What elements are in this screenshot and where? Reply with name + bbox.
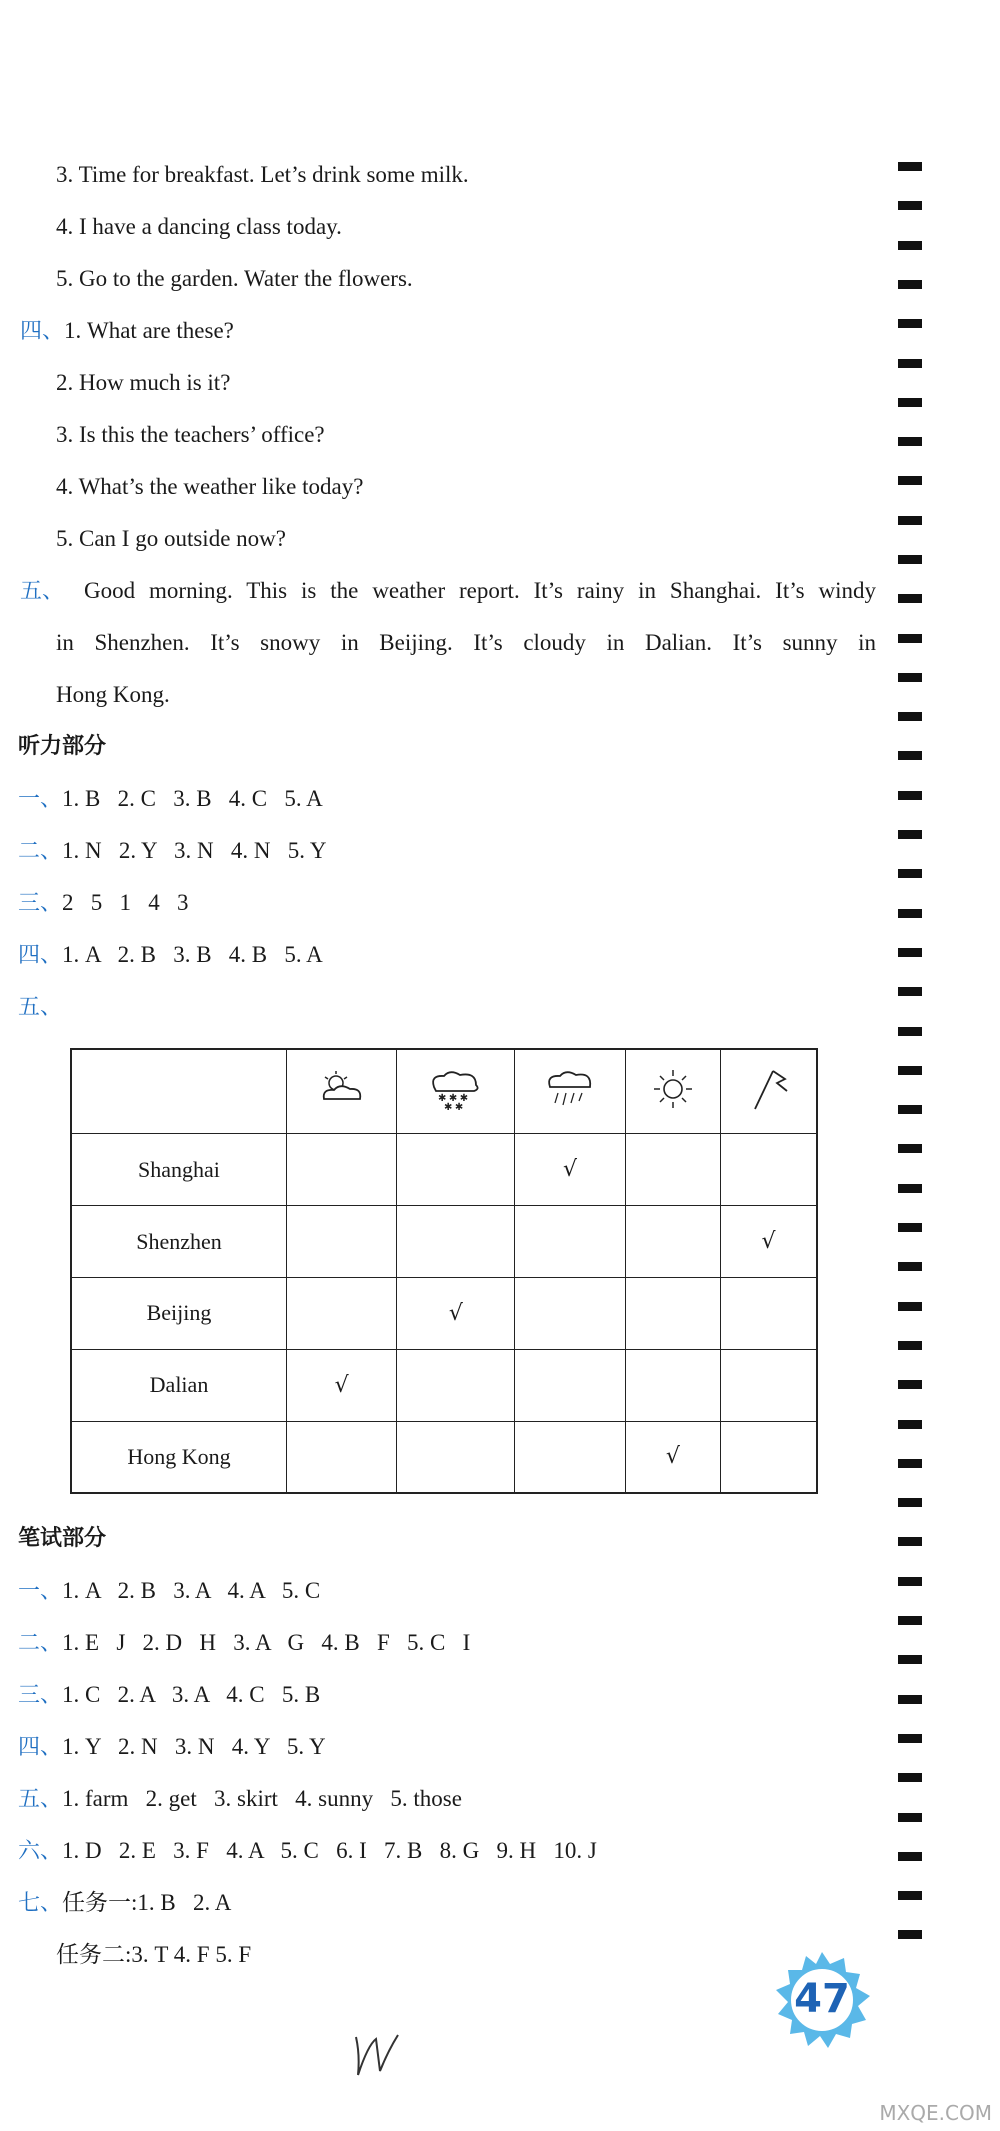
binding-dash — [898, 1773, 922, 1782]
binding-dash — [898, 1695, 922, 1704]
listening-answer-5-marker: 五、 — [18, 995, 63, 1020]
transcript-q3-line-4: 4. I have a dancing class today. — [56, 214, 342, 239]
cloudy-icon — [314, 1069, 370, 1109]
check-cell — [287, 1206, 397, 1278]
city-name: Dalian — [71, 1349, 287, 1421]
header-windy-cell — [721, 1049, 817, 1134]
writing-answer-2: 二、1. E J 2. D H 3. A G 4. B F 5. C I — [18, 1630, 471, 1656]
binding-dash — [898, 594, 922, 603]
page-number: 47 — [794, 1976, 850, 2022]
weather-table — [70, 1048, 818, 1494]
sunny-icon — [649, 1067, 697, 1111]
binding-dash — [898, 1891, 922, 1900]
binding-dash — [898, 1262, 922, 1271]
transcript-q5-marker: 五、 — [20, 579, 65, 604]
check-cell — [625, 1349, 720, 1421]
binding-dash — [898, 1813, 922, 1822]
check-cell — [287, 1134, 397, 1206]
weather-report-paragraph-2 — [56, 617, 876, 669]
transcript-q3-line-5: 5. Go to the garden. Water the flowers. — [56, 266, 413, 291]
binding-dash — [898, 1459, 922, 1468]
check-cell — [515, 1349, 625, 1421]
listening-heading: 听力部分 — [18, 734, 107, 759]
weather-row-shenzhen — [71, 1206, 817, 1278]
binding-dash — [898, 1498, 922, 1507]
header-sunny-cell — [625, 1049, 720, 1134]
city-name: Shanghai — [71, 1134, 287, 1206]
writing-answer-7-task1: 七、任务一:1. B 2. A — [18, 1890, 232, 1916]
binding-dash — [898, 555, 922, 564]
binding-dash — [898, 987, 922, 996]
binding-dash — [898, 712, 922, 721]
svg-text:✱ ✱: ✱ ✱ — [443, 1101, 464, 1111]
weather-table-header-row — [71, 1049, 817, 1134]
binding-dash — [898, 1930, 922, 1939]
transcript-q3-line-3: 3. Time for breakfast. Let’s drink some milk. — [56, 162, 469, 187]
binding-dash — [898, 516, 922, 525]
transcript-q4-line-1: 1. What are these? — [64, 318, 234, 343]
binding-dash — [898, 1302, 922, 1311]
city-name: Hong Kong — [71, 1421, 287, 1493]
section-marker: 四、 — [20, 319, 65, 344]
weather-row-shanghai — [71, 1134, 817, 1206]
transcript-q4-line-4: 4. What’s the weather like today? — [56, 474, 364, 499]
binding-dash — [898, 869, 922, 878]
rainy-icon — [542, 1067, 598, 1111]
binding-dash — [898, 476, 922, 485]
watermark: MXQE.COM — [879, 2101, 992, 2125]
binding-dash — [898, 1144, 922, 1153]
weather-report-line-1: Good morning. This is the weather report. It’s rainy in Shanghai. It’s windy — [84, 578, 876, 603]
writing-answer-3: 三、1. C 2. A 3. A 4. C 5. B — [18, 1682, 321, 1708]
transcript-q4-line-3: 3. Is this the teachers’ office? — [56, 422, 325, 447]
check-cell — [625, 1278, 720, 1350]
weather-report-line-3: Hong Kong. — [56, 682, 170, 707]
binding-dash — [898, 1066, 922, 1075]
check-cell: √ — [515, 1134, 625, 1206]
binding-dash — [898, 398, 922, 407]
binding-dash — [898, 1184, 922, 1193]
binding-dash — [898, 437, 922, 446]
check-cell — [397, 1134, 515, 1206]
listening-answer-4: 四、1. A 2. B 3. B 4. B 5. A — [18, 942, 323, 968]
city-name: Shenzhen — [71, 1206, 287, 1278]
listening-answer-2: 二、1. N 2. Y 3. N 4. N 5. Y — [18, 838, 327, 864]
writing-answer-5: 五、1. farm 2. get 3. skirt 4. sunny 5. those — [18, 1786, 462, 1812]
binding-dash — [898, 948, 922, 957]
binding-dash — [898, 1852, 922, 1861]
transcript-q4-line-5: 5. Can I go outside now? — [56, 526, 286, 551]
weather-row-dalian — [71, 1349, 817, 1421]
check-cell — [397, 1349, 515, 1421]
binding-dash — [898, 1223, 922, 1232]
check-cell: √ — [397, 1278, 515, 1350]
check-cell — [397, 1421, 515, 1493]
binding-dash — [898, 1616, 922, 1625]
binding-dash — [898, 319, 922, 328]
check-cell — [515, 1206, 625, 1278]
check-cell — [721, 1278, 817, 1350]
binding-dash — [898, 1027, 922, 1036]
binding-dash — [898, 1341, 922, 1350]
check-cell — [515, 1421, 625, 1493]
check-cell — [721, 1349, 817, 1421]
header-snowy-cell — [397, 1049, 515, 1134]
weather-report-paragraph — [84, 565, 876, 617]
binding-dash — [898, 201, 922, 210]
check-cell — [721, 1134, 817, 1206]
transcript-q4 — [20, 316, 234, 347]
city-name: Beijing — [71, 1278, 287, 1350]
check-cell — [625, 1206, 720, 1278]
writing-answer-4: 四、1. Y 2. N 3. N 4. Y 5. Y — [18, 1734, 326, 1760]
binding-dash — [898, 751, 922, 760]
check-cell — [287, 1421, 397, 1493]
listening-answer-3: 三、2 5 1 4 3 — [18, 890, 189, 916]
binding-dash — [898, 1380, 922, 1389]
snowy-icon — [426, 1067, 486, 1111]
binding-dash — [898, 673, 922, 682]
transcript-q4-line-2: 2. How much is it? — [56, 370, 231, 395]
check-cell — [287, 1278, 397, 1350]
check-cell: √ — [625, 1421, 720, 1493]
writing-answer-1: 一、1. A 2. B 3. A 4. A 5. C — [18, 1578, 321, 1604]
svg-text:✱ ✱ ✱: ✱ ✱ ✱ — [437, 1092, 468, 1104]
header-cloudy-cell — [287, 1049, 397, 1134]
binding-dash — [898, 1734, 922, 1743]
binding-dash — [898, 1537, 922, 1546]
binding-dash — [898, 1420, 922, 1429]
header-blank-cell — [71, 1049, 287, 1134]
weather-row-beijing — [71, 1278, 817, 1350]
binding-dash — [898, 1655, 922, 1664]
weather-row-hong-kong — [71, 1421, 817, 1493]
binding-dash — [898, 280, 922, 289]
check-cell — [397, 1206, 515, 1278]
weather-report-line-2: in Shenzhen. It’s snowy in Beijing. It’s cloudy in Dalian. It’s sunny in — [56, 630, 876, 655]
handwritten-mark — [350, 2025, 410, 2085]
header-rainy-cell — [515, 1049, 625, 1134]
binding-dash — [898, 162, 922, 171]
binding-dash — [898, 359, 922, 368]
writing-answer-6: 六、1. D 2. E 3. F 4. A 5. C 6. I 7. B 8. G 9. H 10. J — [18, 1838, 597, 1864]
binding-dash — [898, 791, 922, 800]
binding-dash — [898, 1577, 922, 1586]
check-cell — [515, 1278, 625, 1350]
check-cell: √ — [287, 1349, 397, 1421]
writing-heading: 笔试部分 — [18, 1526, 107, 1551]
check-cell — [721, 1421, 817, 1493]
windy-icon — [745, 1065, 793, 1113]
check-cell — [625, 1134, 720, 1206]
binding-dash — [898, 830, 922, 839]
check-cell: √ — [721, 1206, 817, 1278]
listening-answer-1: 一、1. B 2. C 3. B 4. C 5. A — [18, 786, 323, 812]
binding-dash — [898, 1105, 922, 1114]
binding-dash — [898, 634, 922, 643]
binding-dash — [898, 241, 922, 250]
binding-dash — [898, 909, 922, 918]
writing-answer-7-task2: 任务二:3. T 4. F 5. F — [56, 1942, 252, 1967]
